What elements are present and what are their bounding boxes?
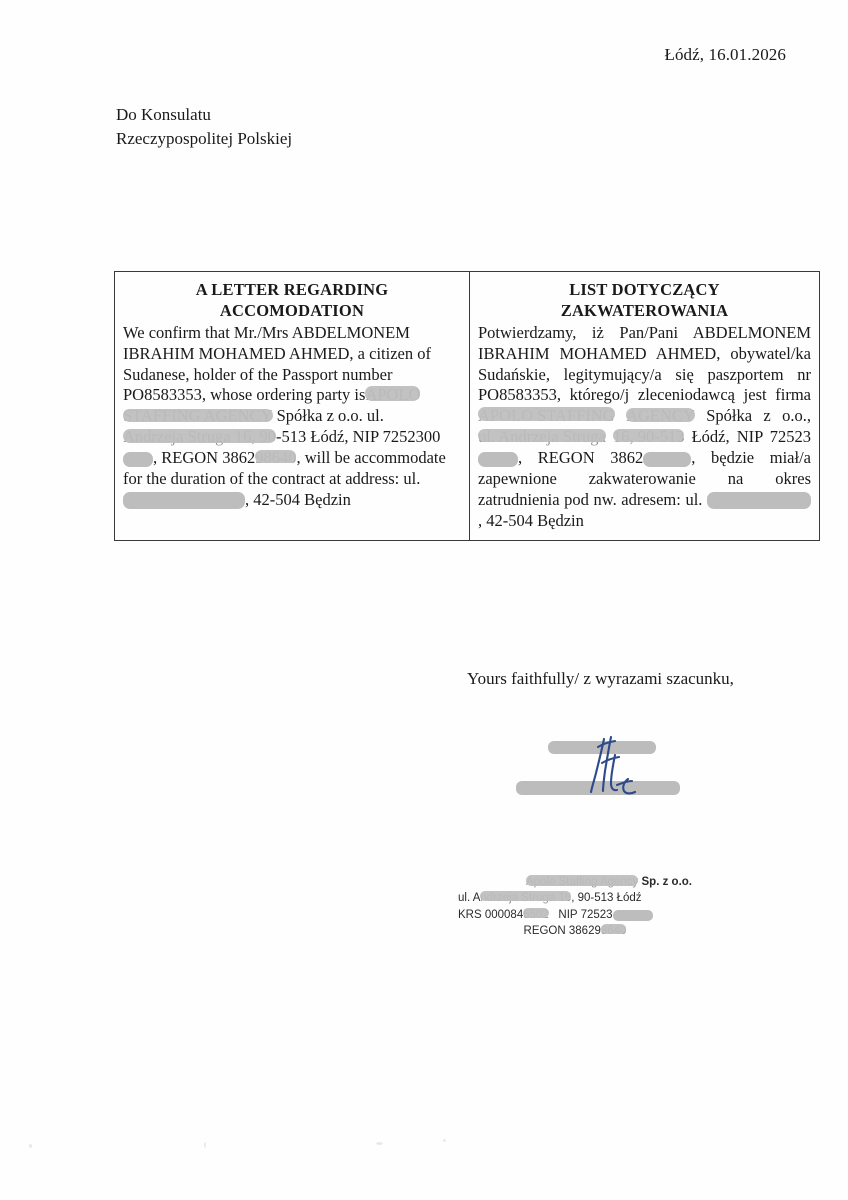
footer-krs-prefix: KRS 000084 xyxy=(458,908,524,921)
english-title-line-2: ACCOMODATION xyxy=(219,301,365,321)
redaction-bar-nip xyxy=(613,910,653,921)
addressee-block xyxy=(116,103,292,151)
footer-krs-nip-line xyxy=(458,907,692,923)
redaction-bar xyxy=(478,429,606,442)
english-postal-city: -513 Łódź, NIP xyxy=(276,427,379,447)
polish-address-postal: , 42-504 Będzin xyxy=(478,510,584,530)
redaction-bar-address xyxy=(123,492,245,509)
polish-title xyxy=(478,279,811,322)
signature-block xyxy=(516,733,696,801)
english-address-postal: , 42-504 xyxy=(245,489,300,509)
polish-title-line-1: LIST DOTYCZĄCY xyxy=(569,280,720,299)
english-title-line-1: A LETTER REGARDING xyxy=(195,280,389,299)
addressee-line-2: Rzeczypospolitej Polskiej xyxy=(116,129,293,149)
scan-speckle xyxy=(376,1142,383,1145)
redaction-bar xyxy=(255,450,296,463)
english-company-redaction-2 xyxy=(123,406,273,427)
footer-address-suffix: , 90-513 Łódź xyxy=(571,892,642,905)
english-title xyxy=(123,279,461,322)
company-footer-stamp xyxy=(458,874,692,939)
english-nip-prefix: 7252300 xyxy=(382,427,441,447)
english-text-before-company: We confirm that Mr./Mrs ABDELMONEM IBRAHIM MOHAMED AHMED, a citizen of Sudanese, holder of the Passport number PO8583353, whose ordering party is xyxy=(123,322,431,405)
redaction-bar-address xyxy=(707,492,811,509)
addressee-line-1: Do Konsulatu xyxy=(116,105,211,124)
polish-city-nip: Łódź, NIP 72523 xyxy=(691,427,812,447)
footer-address-redaction xyxy=(480,890,571,906)
bilingual-letter-table xyxy=(114,271,820,541)
footer-company-redaction xyxy=(526,874,638,890)
english-text-after-regon: , will be accommodate for the duration of the contract at address: ul. xyxy=(123,448,446,488)
redaction-bar-nip xyxy=(123,452,153,467)
english-address-city: Będzin xyxy=(304,489,351,509)
footer-address-prefix: ul. A xyxy=(458,892,481,905)
date-line: Łódź, 16.01.2026 xyxy=(664,45,786,64)
english-regon-redaction xyxy=(255,448,296,469)
handwritten-signature-icon xyxy=(516,733,696,801)
redaction-bar xyxy=(365,386,420,401)
english-street-redaction xyxy=(123,427,276,448)
polish-title-line-2: ZAKWATEROWANIA xyxy=(560,301,729,321)
redaction-bar xyxy=(626,408,695,422)
polish-company-redaction-1 xyxy=(478,406,615,427)
redaction-bar xyxy=(526,875,638,886)
polish-body xyxy=(478,323,811,532)
polish-company-redaction-2 xyxy=(626,406,695,427)
redaction-bar xyxy=(523,908,549,918)
footer-nip-prefix: NIP 72523 xyxy=(558,908,613,921)
english-regon-label: , REGON 3862 xyxy=(153,448,256,468)
polish-regon-label: , REGON xyxy=(518,448,595,468)
redaction-bar xyxy=(613,429,685,442)
redaction-bar-nip xyxy=(478,452,518,467)
redaction-bar xyxy=(123,409,273,422)
footer-krs-redaction xyxy=(523,907,549,923)
english-company-suffix: Spółka z o.o. ul. xyxy=(276,406,384,426)
scan-speckle xyxy=(443,1139,446,1142)
table-row xyxy=(115,272,820,541)
polish-postal-redaction xyxy=(613,427,685,448)
redaction-bar xyxy=(123,429,276,443)
redaction-bar xyxy=(601,924,627,934)
closing-salutation: Yours faithfully/ z wyrazami szacunku, xyxy=(467,669,734,688)
footer-company-form: Sp. z o.o. xyxy=(641,876,692,888)
polish-text-before-company: Potwierdzamy, iż Pan/Pani ABDELMONEM IBRAHIM MOHAMED AHMED, obywatel/ka Sudańskie, legitymujący/a się paszportem nr PO8583353, którego/j zleceniodawcą jest firma xyxy=(478,322,811,405)
footer-address-line xyxy=(458,890,692,906)
redaction-bar xyxy=(480,891,571,901)
polish-regon-prefix: 3862 xyxy=(610,448,644,468)
footer-regon-redaction xyxy=(601,923,627,939)
redaction-bar xyxy=(478,407,615,421)
cell-polish xyxy=(470,272,820,541)
scan-speckle xyxy=(204,1142,206,1148)
polish-text-after-regon: , będzie miał/a zapewnione zakwaterowanie na okres zatrudnienia pod nw. adresem: ul. xyxy=(478,448,811,509)
english-body xyxy=(123,323,461,511)
english-company-redaction-1 xyxy=(365,385,420,406)
polish-street-redaction xyxy=(478,427,606,448)
redaction-bar-regon xyxy=(643,452,691,467)
polish-company-suffix: Spółka z o.o., xyxy=(706,406,812,426)
footer-regon-prefix: REGON 38629 xyxy=(523,924,601,937)
footer-company-line xyxy=(458,874,692,890)
cell-english xyxy=(115,272,470,541)
scan-speckle xyxy=(29,1144,32,1148)
footer-regon-line xyxy=(458,923,692,939)
